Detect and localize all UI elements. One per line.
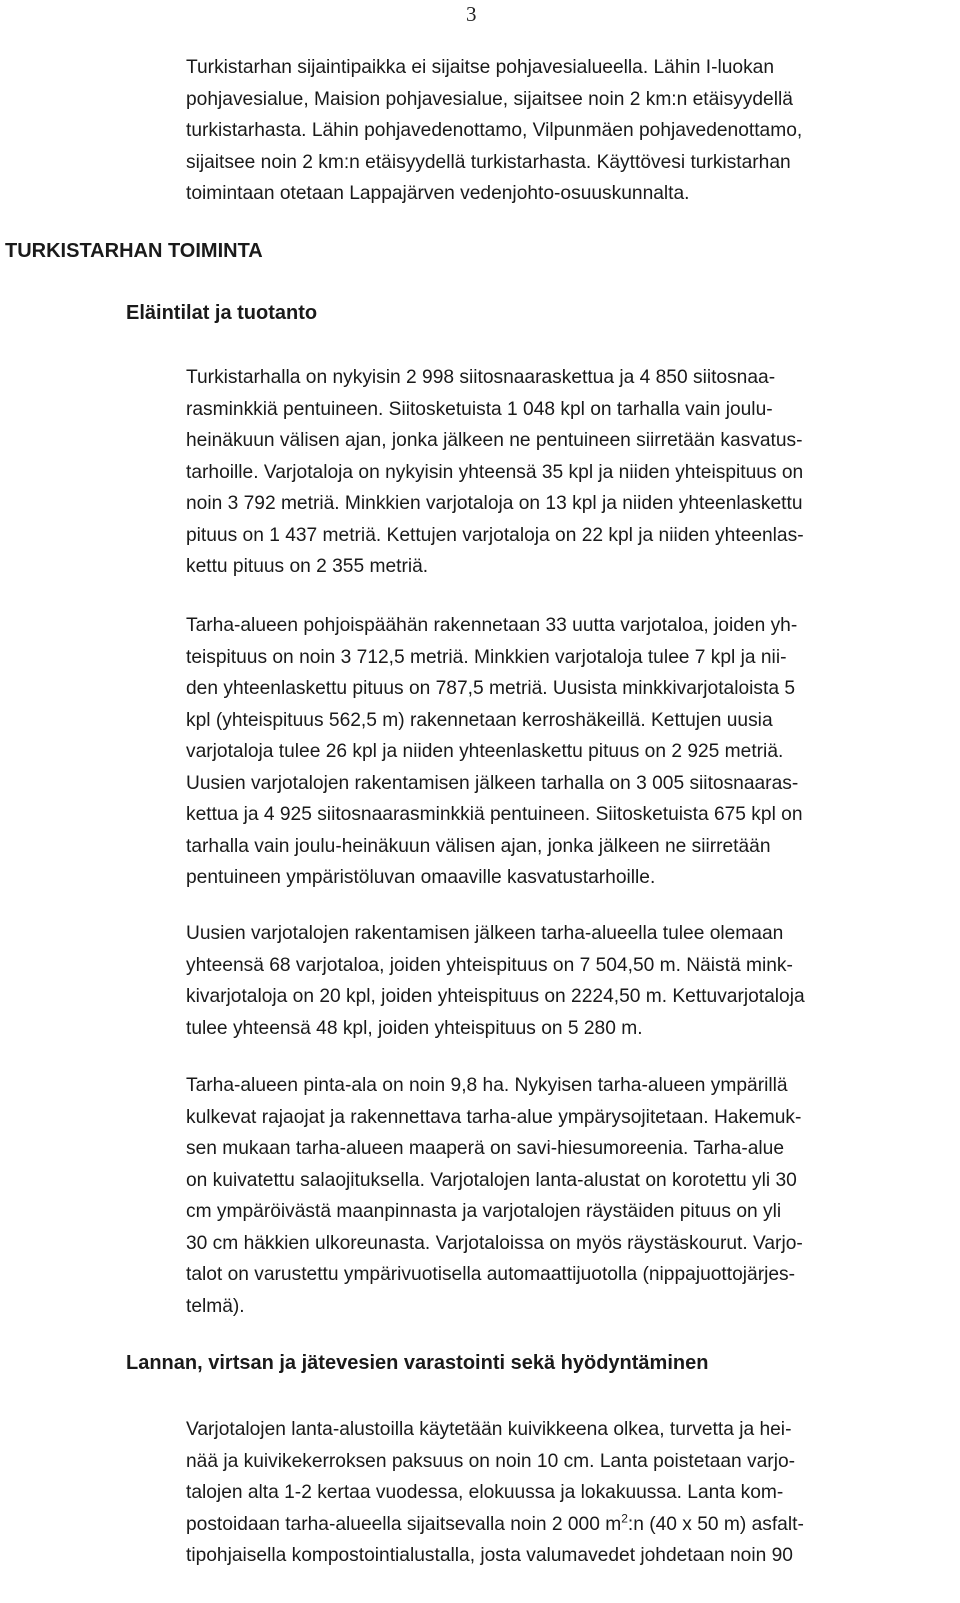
text-line: tarhoille. Varjotaloja on nykyisin yhteensä 35 kpl ja niiden yhteispituus on — [186, 461, 804, 483]
text-line: Turkistarhan sijaintipaikka ei sijaitse pohjavesialueella. Lähin I-luokan — [186, 57, 775, 78]
text-line: 30 cm häkkien ulkoreunasta. Varjotaloissa on myös räystäskourut. Varjo- — [186, 1232, 803, 1254]
paragraph-manure-storage — [186, 1414, 946, 1572]
text-line: den yhteenlaskettu pituus on 787,5 metriä. Uusista minkkivarjotaloista 5 — [186, 678, 795, 699]
text-line: toimintaan otetaan Lappajärven vedenjohto-osuuskunnalta. — [186, 183, 690, 204]
paragraph-total-buildings — [186, 918, 946, 1044]
text-line: nää ja kuivikekerroksen paksuus on noin 10 cm. Lanta poistetaan varjo- — [186, 1450, 796, 1472]
text-line: sijaitsee noin 2 km:n etäisyydellä turkistarhasta. Käyttövesi turkistarhan — [186, 151, 791, 173]
text-line: rasminkkiä pentuineen. Siitosketuista 1 048 kpl on tarhalla vain joulu- — [186, 398, 773, 420]
paragraph-site-area — [186, 1070, 946, 1322]
superscript: 2 — [621, 1511, 628, 1526]
text-line: Turkistarhalla on nykyisin 2 998 siitosnaaraskettua ja 4 850 siitosnaa- — [186, 367, 776, 388]
text-line: noin 3 792 metriä. Minkkien varjotaloja on 13 kpl ja niiden yhteenlaskettu — [186, 493, 803, 514]
text-line — [186, 1509, 946, 1541]
text-line: teispituus on noin 3 712,5 metriä. Minkkien varjotaloja tulee 7 kpl ja nii- — [186, 646, 787, 668]
text-line: kivarjotaloja on 20 kpl, joiden yhteispituus on 2224,50 m. Kettuvarjotaloja — [186, 986, 805, 1007]
text-segment: postoidaan tarha-alueella sijaitsevalla noin 2 000 m — [186, 1513, 622, 1535]
text-line: talot on varustettu ympärivuotisella automaattijuotolla (nippajuottojärjes- — [186, 1264, 795, 1285]
text-line: sen mukaan tarha-alueen maaperä on savi-hiesumoreenia. Tarha-alue — [186, 1138, 785, 1159]
text-line: yhteensä 68 varjotaloa, joiden yhteispituus on 7 504,50 m. Näistä mink- — [186, 954, 793, 976]
subsection-heading: Lannan, virtsan ja jätevesien varastointi sekä hyödyntäminen — [126, 1352, 709, 1374]
text-line: kettua ja 4 925 siitosnaarasminkkiä pentuineen. Siitosketuista 675 kpl on — [186, 804, 803, 825]
text-line: on kuivatettu salaojituksella. Varjotalojen lanta-alustat on korotettu yli 30 — [186, 1169, 797, 1191]
text-line: tulee yhteensä 48 kpl, joiden yhteispituus on 5 280 m. — [186, 1017, 643, 1039]
text-line: tarhalla vain joulu-heinäkuun välisen ajan, jonka jälkeen ne siirretään — [186, 835, 771, 857]
text-line: kulkevat rajaojat ja rakennettava tarha-alue ympärysojitetaan. Hakemuk- — [186, 1106, 802, 1128]
text-line: kpl (yhteispituus 562,5 m) rakennetaan kerroshäkeillä. Kettujen uusia — [186, 709, 773, 731]
paragraph-new-buildings — [186, 610, 946, 894]
text-line: Tarha-alueen pinta-ala on noin 9,8 ha. Nykyisen tarha-alueen ympärillä — [186, 1075, 788, 1096]
intro-paragraph — [186, 52, 946, 210]
text-line: telmä). — [186, 1295, 245, 1317]
text-line: pituus on 1 437 metriä. Kettujen varjotaloja on 22 kpl ja niiden yhteenlas- — [186, 524, 804, 546]
text-line: tipohjaisella kompostointialustalla, josta valumavedet johdetaan noin 90 — [186, 1545, 793, 1566]
text-line: Uusien varjotalojen rakentamisen jälkeen tarha-alueella tulee olemaan — [186, 923, 784, 944]
page-number: 3 — [466, 2, 477, 26]
text-line: turkistarhasta. Lähin pohjavedenottamo, Vilpunmäen pohjavedenottamo, — [186, 120, 803, 141]
text-line: varjotaloja tulee 26 kpl ja niiden yhteenlaskettu pituus on 2 925 metriä. — [186, 741, 784, 762]
text-line: heinäkuun välisen ajan, jonka jälkeen ne pentuineen siirretään kasvatus- — [186, 430, 803, 451]
text-line: pohjavesialue, Maision pohjavesialue, sijaitsee noin 2 km:n etäisyydellä — [186, 88, 793, 110]
text-line: Uusien varjotalojen rakentamisen jälkeen tarhalla on 3 005 siitosnaaras- — [186, 772, 799, 794]
text-segment: :n (40 x 50 m) asfalt- — [627, 1513, 804, 1535]
section-heading: TURKISTARHAN TOIMINTA — [5, 240, 263, 262]
paragraph-current-production — [186, 362, 946, 583]
text-line: Tarha-alueen pohjoispäähän rakennetaan 33 uutta varjotaloa, joiden yh- — [186, 615, 798, 636]
subsection-heading: Eläintilat ja tuotanto — [126, 302, 318, 324]
text-line: pentuineen ympäristöluvan omaaville kasvatustarhoille. — [186, 867, 656, 888]
text-line: kettu pituus on 2 355 metriä. — [186, 556, 429, 577]
text-line: Varjotalojen lanta-alustoilla käytetään kuivikkeena olkea, turvetta ja hei- — [186, 1419, 792, 1440]
text-line: cm ympäröivästä maanpinnasta ja varjotalojen räystäiden pituus on yli — [186, 1201, 782, 1222]
text-line: talojen alta 1-2 kertaa vuodessa, elokuussa ja lokakuussa. Lanta kom- — [186, 1482, 784, 1503]
